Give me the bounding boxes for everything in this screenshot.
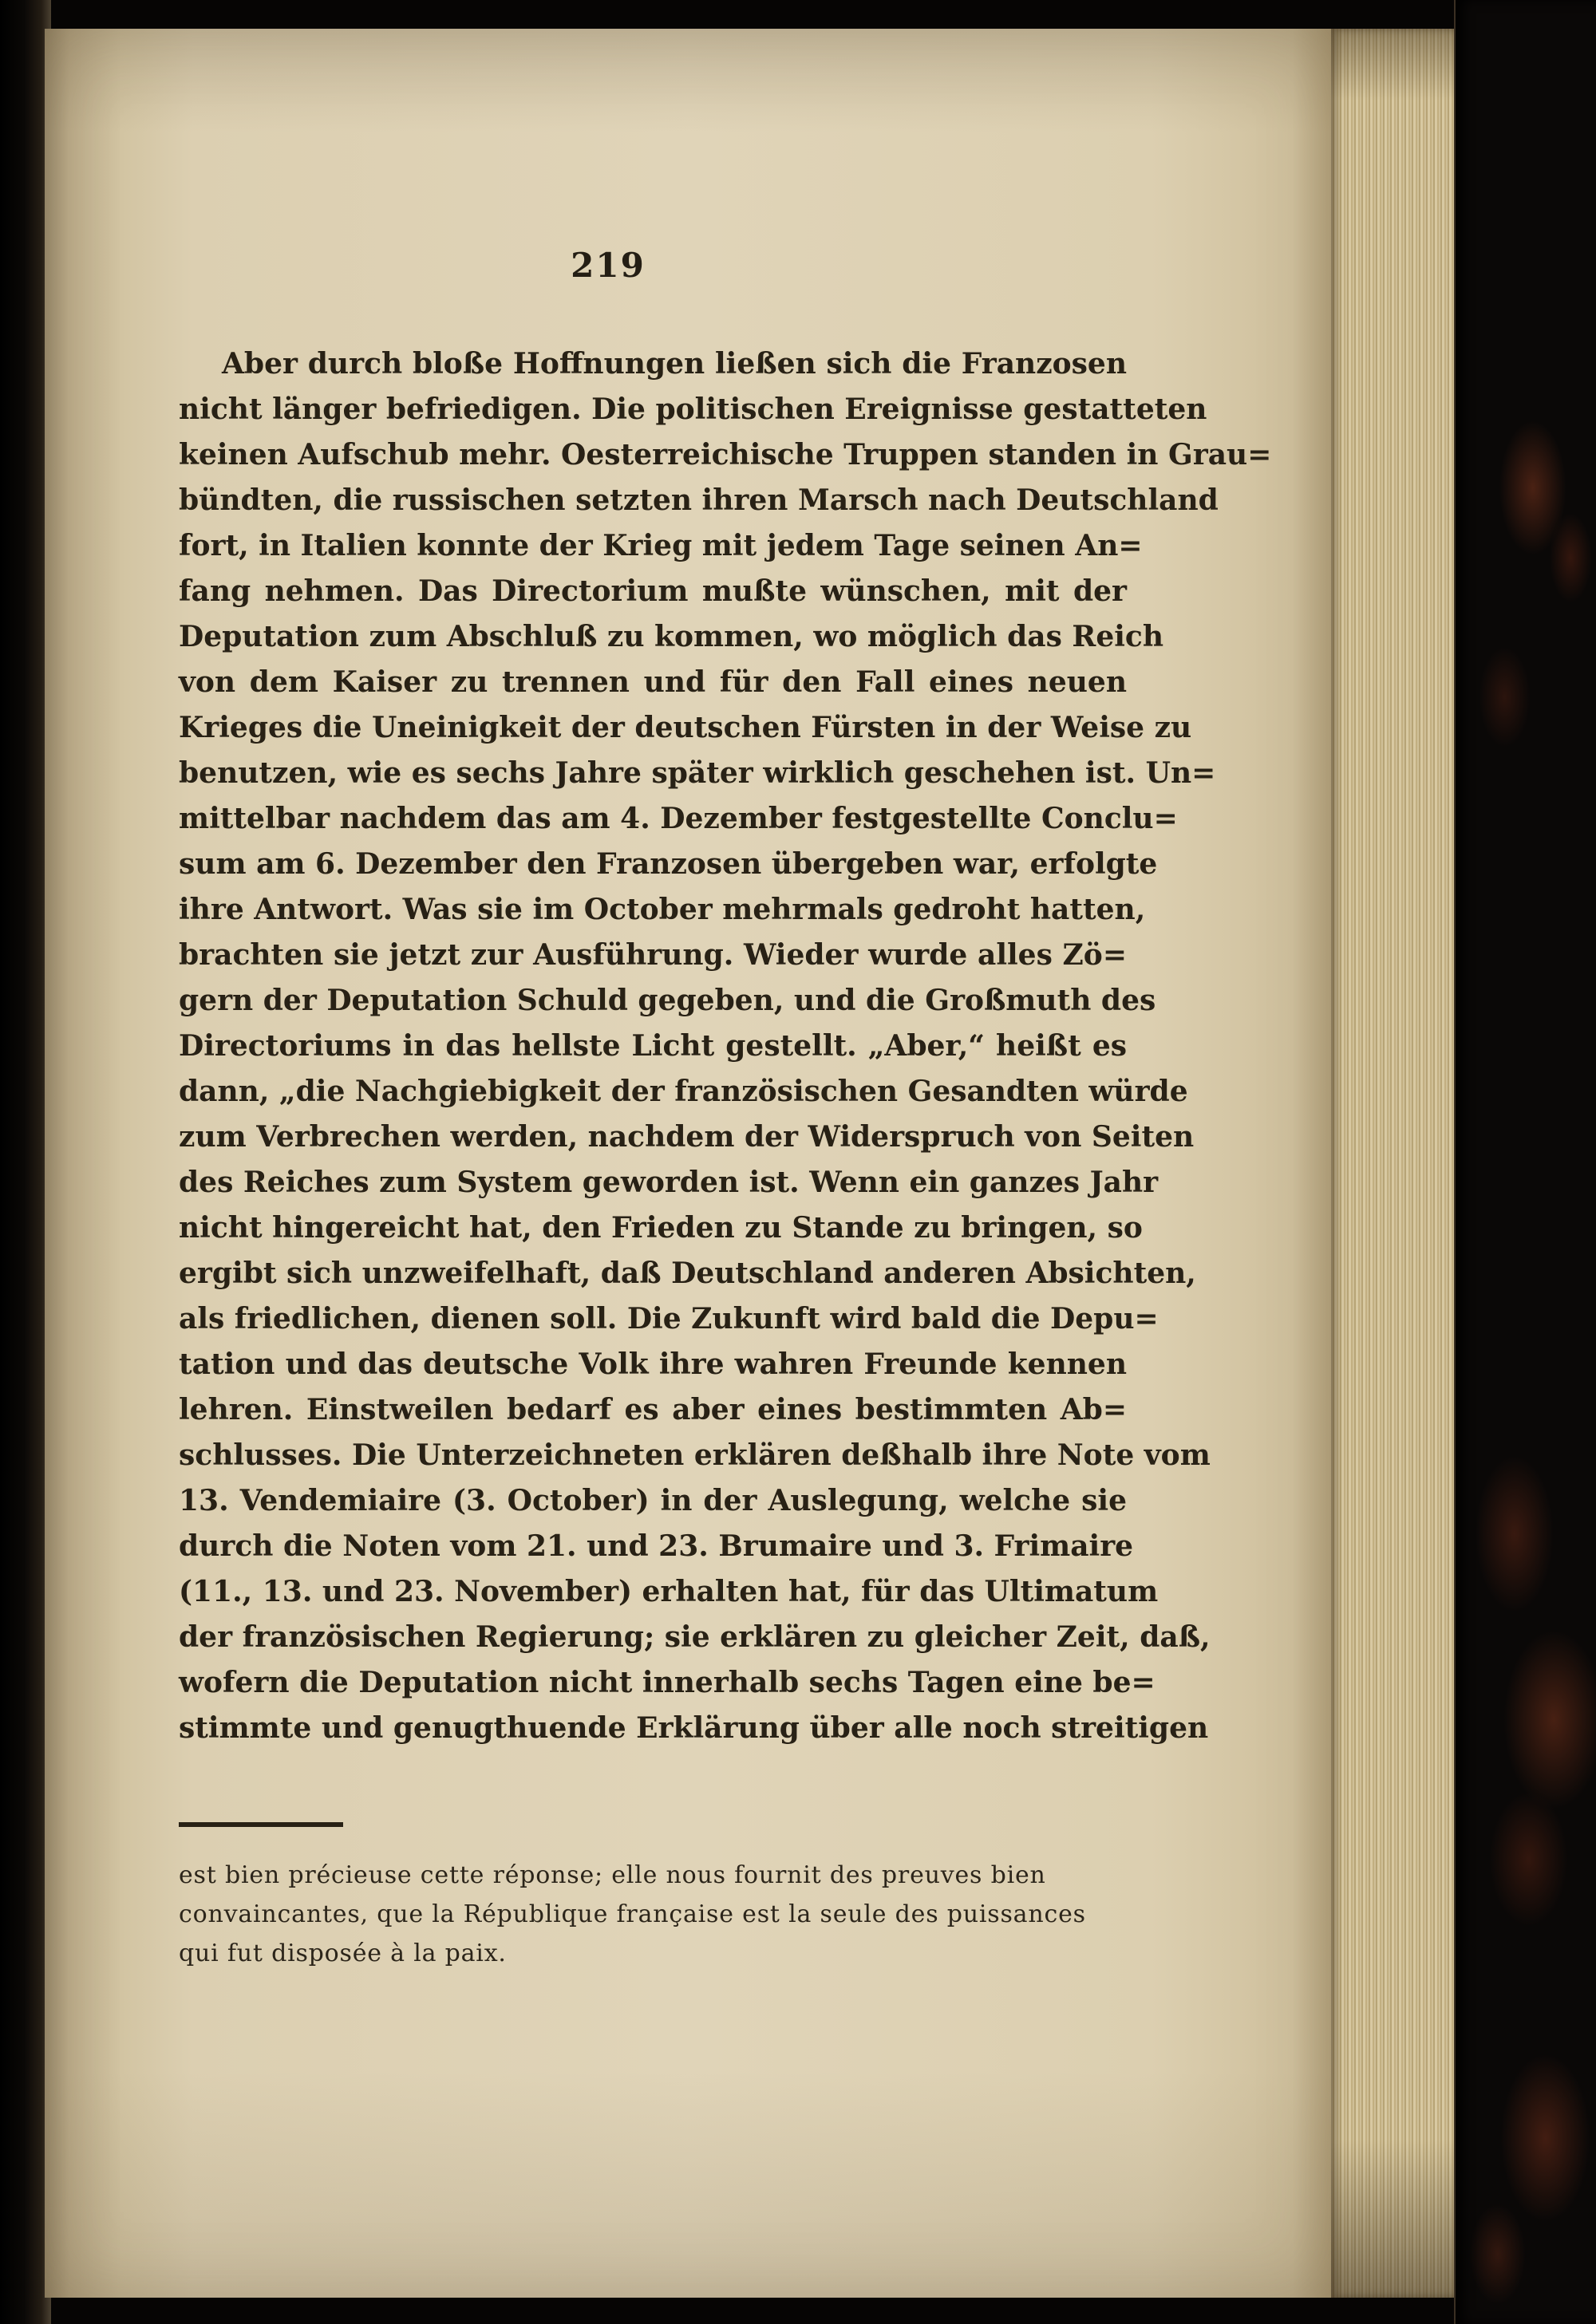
body-text-line: keinen Aufschub mehr. Oesterreichische Truppen standen in Grau=: [179, 438, 1272, 472]
body-text-line: stimmte und genugthuende Erklärung über alle noch streitigen: [179, 1711, 1209, 1745]
body-text-line: ihre Antwort. Was sie im October mehrmals gedroht hatten,: [179, 893, 1146, 926]
body-text-line: bündten, die russischen setzten ihren Marsch nach Deutschland: [179, 483, 1219, 517]
footnote-line: est bien précieuse cette réponse; elle nous fournit des preuves bien: [179, 1861, 1046, 1889]
body-text-line: ergibt sich unzweifelhaft, daß Deutschland anderen Absichten,: [179, 1257, 1196, 1290]
body-text-line: nicht länger befriedigen. Die politischen Ereignisse gestatteten: [179, 393, 1207, 426]
body-text-line: benutzen, wie es sechs Jahre später wirklich geschehen ist. Un=: [179, 756, 1216, 790]
body-text-line: Krieges die Uneinigkeit der deutschen Fürsten in der Weise zu: [179, 711, 1192, 744]
body-text-line: von dem Kaiser zu trennen und für den Fall eines neuen: [179, 665, 1127, 699]
body-text-line: dann, „die Nachgiebigkeit der französischen Gesandten würde: [179, 1075, 1188, 1108]
body-text-line: lehren. Einstweilen bedarf es aber eines bestimmten Ab=: [179, 1393, 1127, 1426]
footnote-line: qui fut disposée à la paix.: [179, 1939, 507, 1967]
body-text-line: zum Verbrechen werden, nachdem der Widerspruch von Seiten: [179, 1120, 1195, 1154]
body-text-line: tation und das deutsche Volk ihre wahren Freunde kennen: [179, 1347, 1127, 1381]
page-fore-edges: [1331, 29, 1457, 2298]
body-text-line: 13. Vendemiaire (3. October) in der Auslegung, welche sie: [179, 1484, 1127, 1517]
book-page: [45, 29, 1331, 2298]
body-text-line: gern der Deputation Schuld gegeben, und die Großmuth des: [179, 984, 1156, 1017]
body-text-line: als friedlichen, dienen soll. Die Zukunft wird bald die Depu=: [179, 1302, 1159, 1336]
body-text-line: schlusses. Die Unterzeichneten erklären deßhalb ihre Note vom: [179, 1438, 1211, 1472]
body-text-line: brachten sie jetzt zur Ausführung. Wieder wurde alles Zö=: [179, 938, 1127, 972]
footnote: [179, 1856, 1127, 1973]
body-text-line: fang nehmen. Das Directorium mußte wünschen, mit der: [179, 574, 1127, 608]
body-text-line: fort, in Italien konnte der Krieg mit jedem Tage seinen An=: [179, 529, 1143, 562]
body-text-line: durch die Noten vom 21. und 23. Brumaire und 3. Frimaire: [179, 1529, 1134, 1563]
book-cover: [1454, 0, 1596, 2324]
body-text-line: mittelbar nachdem das am 4. Dezember festgestellte Conclu=: [179, 802, 1178, 835]
body-text-line: Directoriums in das hellste Licht gestellt. „Aber,“ heißt es: [179, 1029, 1127, 1063]
body-text-line: (11., 13. und 23. November) erhalten hat, für das Ultimatum: [179, 1575, 1159, 1608]
body-text-line: sum am 6. Dezember den Franzosen übergeben war, erfolgte: [179, 847, 1158, 881]
body-text: [179, 341, 1272, 1751]
footnote-line: convaincantes, que la République française est la seule des puissances: [179, 1900, 1086, 1928]
page-number: 219: [571, 246, 646, 285]
body-text-line: des Reiches zum System geworden ist. Wenn ein ganzes Jahr: [179, 1166, 1159, 1199]
body-text-line: nicht hingereicht hat, den Frieden zu Stande zu bringen, so: [179, 1211, 1143, 1245]
spine-shadow: [0, 0, 51, 2324]
body-text-line: der französischen Regierung; sie erklären zu gleicher Zeit, daß,: [179, 1620, 1211, 1654]
body-text-line: Deputation zum Abschluß zu kommen, wo möglich das Reich: [179, 620, 1164, 653]
body-text-line: wofern die Deputation nicht innerhalb sechs Tagen eine be=: [179, 1666, 1156, 1699]
body-text-line: Aber durch bloße Hoffnungen ließen sich die Franzosen: [222, 347, 1127, 381]
footnote-separator: [179, 1822, 343, 1827]
